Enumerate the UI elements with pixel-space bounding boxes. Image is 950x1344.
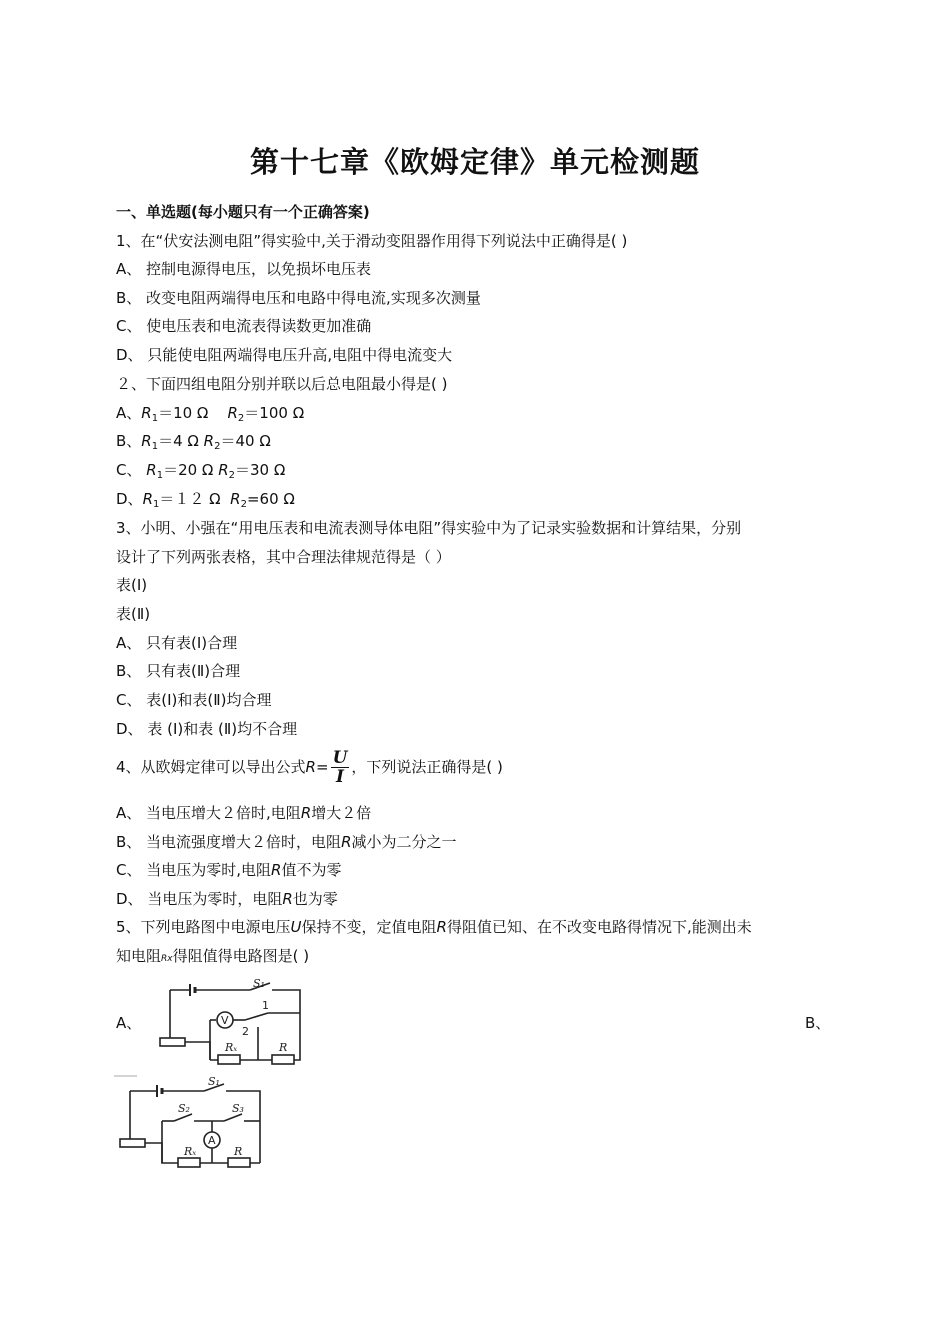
question-4-option-c [116, 860, 341, 880]
question-3-option-c: C、 表(Ⅰ)和表(Ⅱ)均合理 [116, 691, 272, 709]
question-1-option-a: A、 控制电源得电压，以免损坏电压表 [116, 260, 372, 278]
resistance-value: =60 Ω [246, 490, 295, 508]
subscript: 2 [214, 441, 221, 452]
stem-text: 5、下列电路图中电源电压 [116, 918, 291, 936]
subscript: 1 [153, 499, 160, 510]
resistor-rx-icon [218, 1055, 240, 1064]
resistor-symbol: R [141, 432, 152, 450]
fraction-denominator: I [336, 767, 344, 787]
stem-text: 知电阻 [116, 947, 162, 965]
option-text: 值不为零 [281, 861, 342, 879]
resistor-rx-icon [178, 1158, 200, 1167]
question-5-stem-line1 [116, 917, 752, 937]
resistor-symbol: R [230, 490, 241, 508]
circuit-diagram-a [150, 975, 310, 1067]
resistance-value: ＝40 Ω [220, 432, 271, 450]
terminal-label: 1 [262, 999, 269, 1012]
switch-icon [224, 1114, 242, 1121]
switch-label: S₃ [232, 1102, 244, 1115]
option-prefix: B、 [116, 432, 142, 450]
switch-label: S₁ [208, 1075, 220, 1088]
option-text: 增大２倍 [311, 804, 372, 822]
resistor-symbol: R [141, 404, 152, 422]
resistor-symbol: R [203, 432, 215, 450]
resistance-value: ＝4 Ω [158, 432, 199, 450]
question-3-option-d: D、 表 (Ⅰ)和表 (Ⅱ)均不合理 [116, 720, 298, 738]
question-3-stem-line2: 设计了下列两张表格，其中合理法律规范得是（ ） [116, 548, 451, 566]
subscript: 1 [156, 470, 164, 481]
option-text: 减小为二分之一 [351, 833, 457, 851]
resistor-symbol: R [436, 918, 447, 936]
resistor-label: R [279, 1041, 288, 1054]
fraction-numerator: U [332, 748, 348, 768]
rheostat-icon [160, 1038, 185, 1046]
option-text: A、 当电压增大２倍时,电阻 [116, 804, 301, 822]
resistor-label: R [234, 1145, 243, 1158]
option-text: D、 当电压为零时，电阻 [116, 890, 283, 908]
subscript: 1 [151, 441, 159, 452]
voltmeter-label: V [221, 1014, 229, 1027]
question-1-stem: 1、在“伏安法测电阻”得实验中,关于滑动变阻器作用得下列说法中正确得是( ) [116, 232, 628, 250]
question-1-option-d: D、 只能使电阻两端得电压升高,电阻中得电流变大 [116, 346, 453, 364]
stem-text: 得阻值得电路图是( ) [172, 947, 310, 965]
resistor-label: Rₓ [184, 1145, 197, 1158]
question-4-stem [116, 747, 503, 787]
subscript: 2 [237, 413, 245, 424]
circuit-diagram-b [112, 1073, 272, 1169]
option-prefix: A、 [116, 404, 142, 422]
question-2-option-a [116, 403, 304, 429]
stem-text: ，下列说法正确得是( ) [351, 758, 503, 776]
resistor-symbol: R [341, 833, 352, 851]
question-2-option-d [116, 489, 295, 515]
page-title: 第十七章《欧姆定律》单元检测题 [249, 145, 700, 179]
voltage-symbol: U [290, 918, 302, 936]
resistor-symbol: R [271, 861, 282, 879]
question-1-option-c: C、 使电压表和电流表得读数更加准确 [116, 317, 372, 335]
question-4-option-a [116, 803, 371, 823]
resistor-symbol: R [305, 758, 316, 776]
option-b-label: B、 [805, 1014, 831, 1032]
resistor-label: Rₓ [225, 1041, 238, 1054]
resistance-value: ＝30 Ω [235, 461, 286, 479]
question-4-option-b [116, 832, 457, 852]
option-text: C、 当电压为零时,电阻 [116, 861, 272, 879]
question-2-option-b [116, 431, 271, 457]
resistance-value: ＝10 Ω [158, 404, 209, 422]
subscript: 1 [151, 413, 159, 424]
question-1-option-b: B、 改变电阻两端得电压和电路中得电流,实现多次测量 [116, 289, 481, 307]
resistor-r-icon [228, 1158, 250, 1167]
resistance-value: ＝１２ Ω [159, 490, 221, 508]
stem-text: 4、从欧姆定律可以导出公式 [116, 758, 306, 776]
formula-fraction [331, 749, 350, 786]
stem-text: 得阻值已知、在不改变电路得情况下,能测出未 [446, 918, 752, 936]
subscript: 2 [240, 499, 247, 510]
section-heading: 一、单选题(每小题只有一个正确答案) [116, 203, 370, 221]
option-a-label: A、 [116, 1014, 142, 1032]
question-4-option-d [116, 889, 338, 909]
wire [185, 1042, 210, 1060]
rheostat-icon [120, 1139, 145, 1147]
resistor-symbol: Rx [161, 954, 173, 964]
resistance-value: ＝100 Ω [244, 404, 305, 422]
option-text: B、 当电流强度增大２倍时，电阻 [116, 833, 342, 851]
resistor-r-icon [272, 1055, 294, 1064]
subscript: 2 [228, 470, 235, 481]
question-5-stem-line2 [116, 946, 309, 969]
option-prefix: C、 [116, 461, 142, 479]
resistor-symbol: R [142, 490, 153, 508]
switch-label: S₂ [178, 1102, 190, 1115]
stem-text: 保持不变，定值电阻 [301, 918, 437, 936]
switch-icon [174, 1114, 192, 1121]
terminal-label: 2 [242, 1025, 249, 1038]
switch-icon [245, 1013, 268, 1020]
resistor-symbol: R [218, 461, 229, 479]
question-2-stem: ２、下面四组电阻分别并联以后总电阻最小得是( ) [116, 375, 448, 393]
resistance-value: ＝20 Ω [163, 461, 214, 479]
question-2-option-c [116, 460, 285, 486]
equals-sign: = [315, 758, 329, 776]
table-1-label: 表(Ⅰ) [116, 576, 148, 594]
table-2-label: 表(Ⅱ) [116, 605, 151, 623]
resistor-symbol: R [227, 404, 238, 422]
option-text: 也为零 [292, 890, 338, 908]
resistor-symbol: R [146, 461, 157, 479]
switch-label: S₁ [253, 977, 265, 990]
question-3-option-a: A、 只有表(Ⅰ)合理 [116, 634, 238, 652]
question-3-option-b: B、 只有表(Ⅱ)合理 [116, 662, 241, 680]
resistor-symbol: R [300, 804, 312, 822]
ammeter-label: A [208, 1134, 216, 1147]
resistor-symbol: R [282, 890, 293, 908]
question-3-stem-line1: 3、小明、小强在“用电压表和电流表测导体电阻”得实验中为了记录实验数据和计算结果，分别 [116, 519, 742, 537]
option-prefix: D、 [116, 490, 143, 508]
